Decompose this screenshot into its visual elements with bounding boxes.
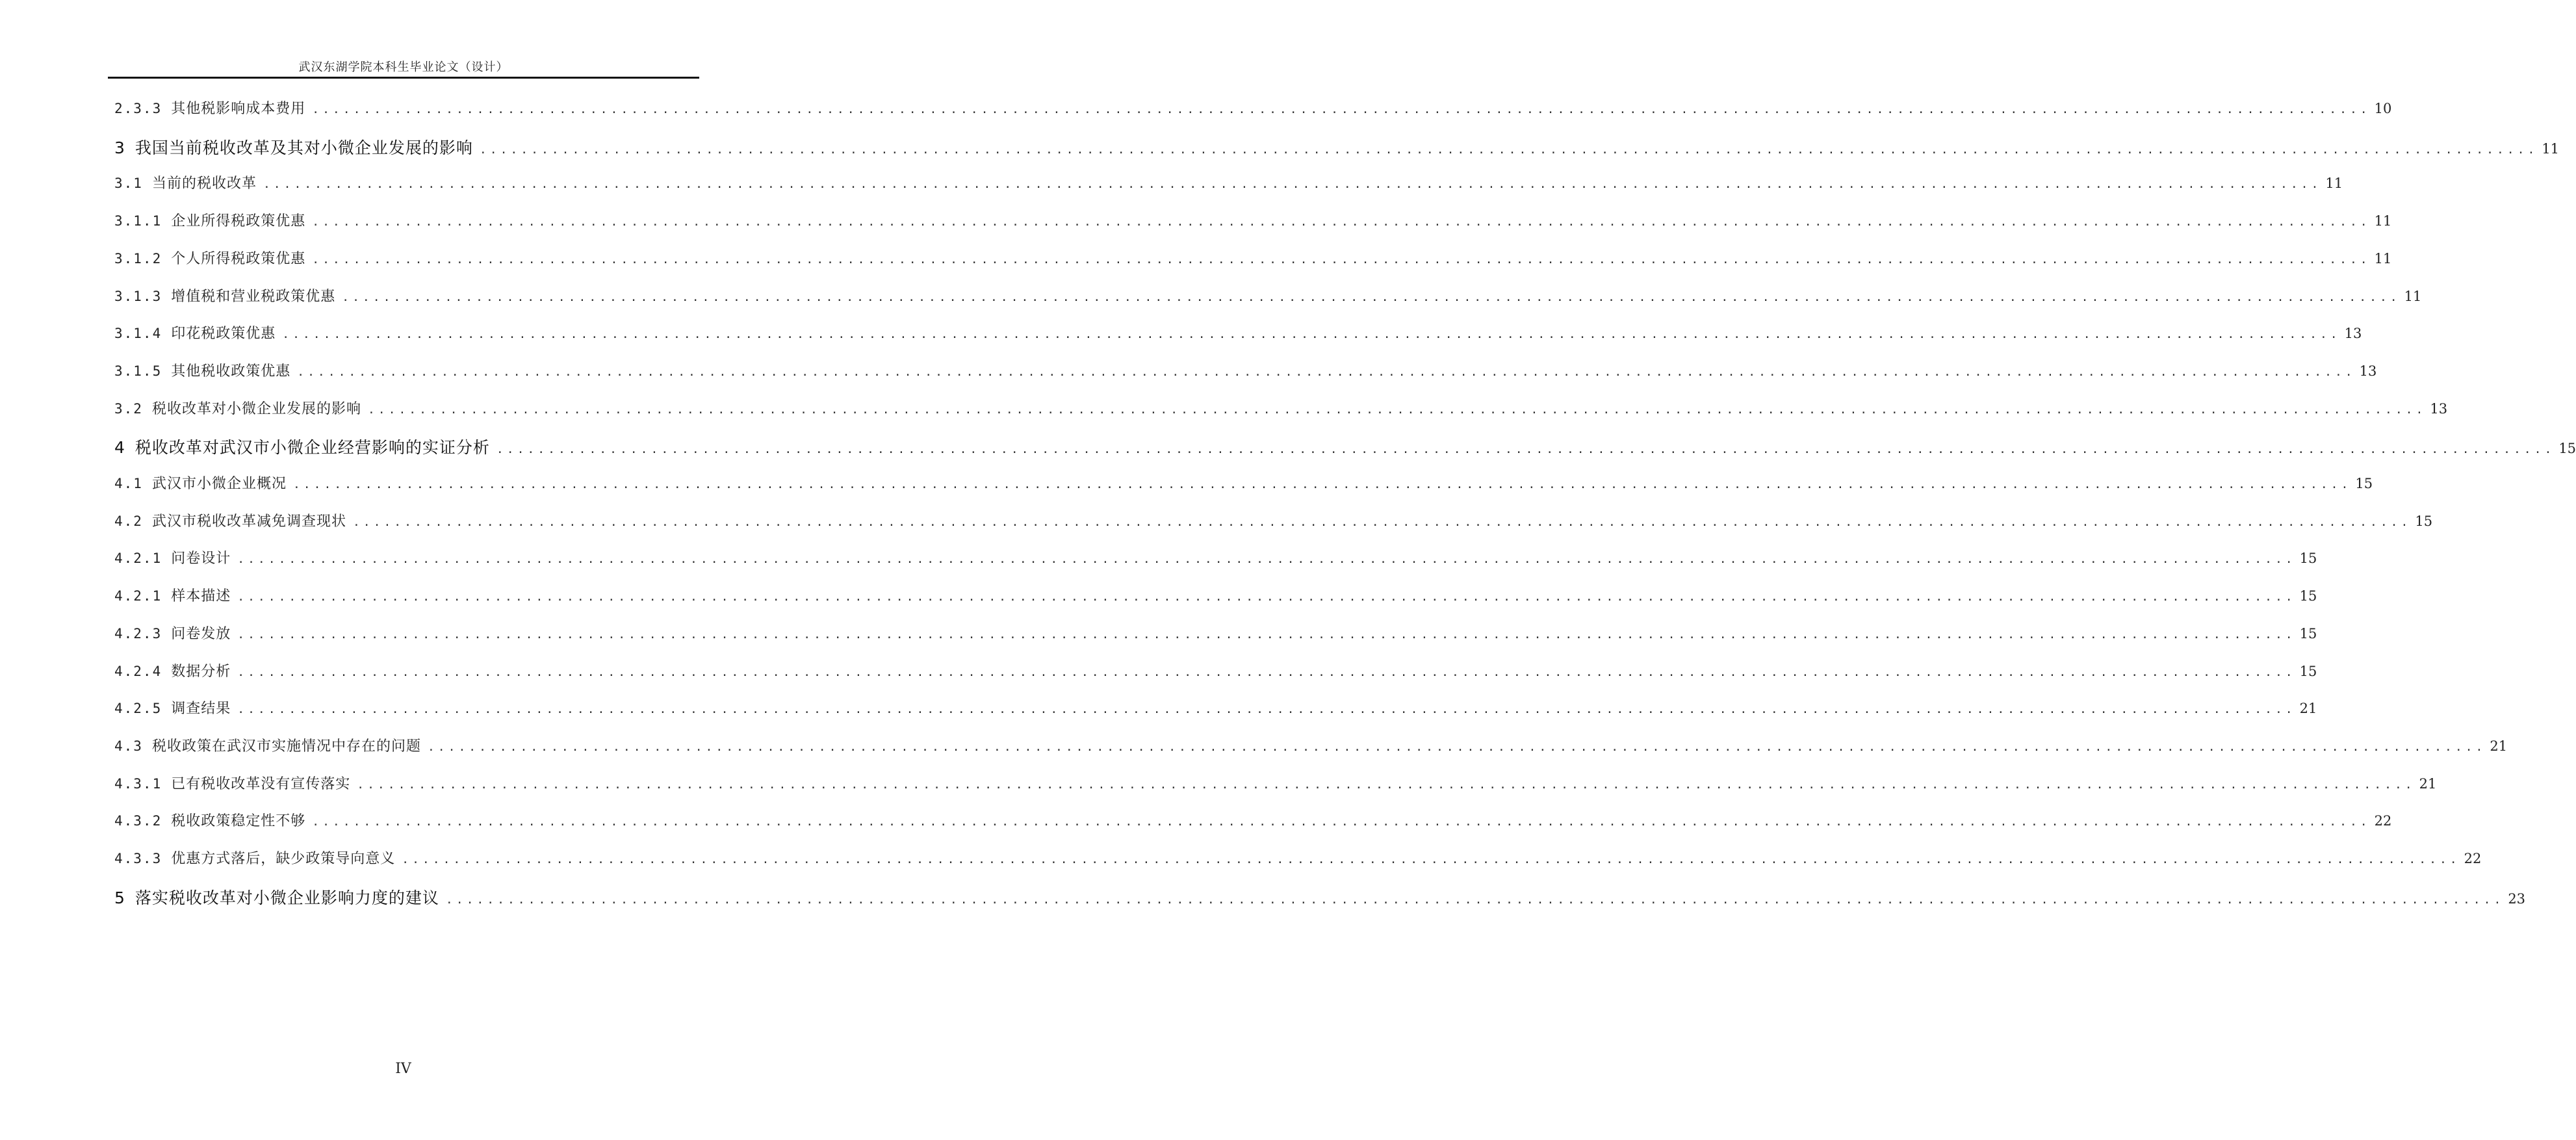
toc-entry-title: 已有税收改革没有宣传落实 — [171, 776, 351, 792]
toc-entry[interactable] — [114, 510, 2433, 536]
toc-entry-title: 其他税影响成本费用 — [171, 101, 306, 117]
toc-entry-title: 税收改革对武汉市小微企业经营影响的实证分析 — [135, 438, 490, 457]
toc-entry-number: 4.2.5 — [114, 701, 162, 716]
toc-entry-title: 问卷设计 — [171, 551, 231, 567]
toc-entry-number: 3.1.4 — [114, 326, 162, 341]
toc-entry-number: 3.1.5 — [114, 363, 162, 379]
toc-chapter-entry[interactable] — [114, 435, 2576, 461]
toc-dot-leader: ........................................................................................................................................................................................................ — [292, 478, 2352, 491]
toc-entry-title: 税收政策在武汉市实施情况中存在的问题 — [151, 738, 421, 755]
toc-entry[interactable] — [114, 697, 2317, 723]
toc-entry-title: 落实税收改革对小微企业影响力度的建议 — [135, 888, 439, 907]
toc-entry-title: 增值税和营业税政策优惠 — [171, 289, 336, 305]
toc-entry-title: 数据分析 — [171, 664, 231, 680]
toc-entry-page: 15 — [2355, 476, 2373, 491]
toc-entry-number: 3.1.1 — [114, 213, 162, 229]
toc-entry-page: 11 — [2374, 213, 2392, 229]
toc-dot-leader: ........................................................................................................................................................................................................ — [237, 666, 2296, 679]
toc-entry[interactable] — [114, 810, 2392, 836]
toc-entry-number: 3.2 — [114, 401, 143, 417]
toc-entry-number: 3 — [114, 138, 125, 157]
toc-entry-title: 当前的税收改革 — [151, 175, 257, 192]
toc-dot-leader: ........................................................................................................................................................................................................ — [352, 515, 2412, 529]
toc-entry[interactable] — [114, 172, 2343, 198]
toc-entry-page: 15 — [2299, 626, 2317, 641]
toc-entry-title: 税收改革对小微企业发展的影响 — [151, 401, 361, 417]
toc-entry[interactable] — [114, 735, 2508, 761]
header-rule — [108, 77, 699, 79]
toc-entry-title: 样本描述 — [171, 588, 231, 604]
toc-entry[interactable] — [114, 773, 2437, 799]
toc-entry-page: 21 — [2299, 701, 2317, 716]
toc-dot-leader: ........................................................................................................................................................................................................ — [357, 778, 2415, 792]
toc-entry-title: 税收政策稳定性不够 — [171, 813, 306, 829]
toc-entry-title: 个人所得税政策优惠 — [171, 251, 306, 267]
toc-entry-page: 11 — [2542, 141, 2560, 157]
page-number: IV — [395, 1061, 411, 1077]
toc-entry-title: 问卷发放 — [171, 626, 231, 642]
toc-dot-leader: ........................................................................................................................................................................................................ — [237, 628, 2296, 641]
toc-entry-page: 22 — [2464, 851, 2482, 866]
toc-entry-title: 印花税政策优惠 — [171, 326, 276, 342]
toc-dot-leader: ........................................................................................................................................................................................................ — [237, 552, 2296, 566]
toc-dot-leader: ........................................................................................................................................................................................................ — [496, 443, 2555, 456]
toc-entry-page: 10 — [2374, 101, 2392, 116]
toc-entry-number: 5 — [114, 888, 125, 907]
toc-entry[interactable] — [114, 547, 2317, 573]
toc-entry-page: 15 — [2299, 664, 2317, 679]
toc-entry-number: 4.2.3 — [114, 626, 162, 641]
toc-entry-page: 21 — [2490, 738, 2508, 754]
toc-entry-number: 2.3.3 — [114, 101, 162, 116]
toc-entry[interactable] — [114, 97, 2392, 123]
toc-entry[interactable] — [114, 398, 2448, 424]
toc-entry-number: 4.2.1 — [114, 551, 162, 566]
toc-entry-page: 21 — [2419, 776, 2437, 792]
toc-dot-leader: ........................................................................................................................................................................................................ — [445, 893, 2505, 907]
toc-entry-title: 武汉市税收改革减免调查现状 — [151, 513, 346, 530]
toc-entry[interactable] — [114, 360, 2377, 386]
toc-entry[interactable] — [114, 285, 2422, 311]
toc-entry-page: 11 — [2404, 289, 2422, 304]
toc-entry-number: 4.2.1 — [114, 588, 162, 604]
toc-entry-page: 13 — [2359, 363, 2377, 379]
toc-entry-number: 3.1 — [114, 175, 143, 191]
toc-entry-title: 企业所得税政策优惠 — [171, 213, 306, 229]
toc-entry-title: 我国当前税收改革及其对小微企业发展的影响 — [135, 138, 473, 157]
toc-dot-leader: ........................................................................................................................................................................................................ — [312, 815, 2371, 829]
toc-dot-leader: ........................................................................................................................................................................................................ — [312, 103, 2371, 116]
toc-entry-number: 4 — [114, 438, 125, 457]
toc-entry-page: 15 — [2558, 441, 2576, 456]
toc-dot-leader: ........................................................................................................................................................................................................ — [282, 328, 2341, 341]
toc-entry-number: 4.2 — [114, 513, 143, 529]
toc-entry-number: 4.1 — [114, 476, 143, 491]
toc-entry-page: 13 — [2344, 326, 2362, 341]
toc-dot-leader: ........................................................................................................................................................................................................ — [297, 365, 2356, 379]
toc-entry-number: 4.3.1 — [114, 776, 162, 792]
toc-entry[interactable] — [114, 660, 2317, 686]
toc-chapter-entry[interactable] — [114, 885, 2526, 911]
toc-dot-leader: ........................................................................................................................................................................................................ — [237, 703, 2296, 716]
toc-entry-number: 4.2.4 — [114, 664, 162, 679]
toc-dot-leader: ........................................................................................................................................................................................................ — [427, 740, 2486, 754]
toc-dot-leader: ........................................................................................................................................................................................................ — [367, 403, 2427, 417]
toc-entry[interactable] — [114, 210, 2392, 236]
toc-dot-leader: ........................................................................................................................................................................................................ — [402, 853, 2460, 866]
toc-dot-leader: ........................................................................................................................................................................................................ — [479, 143, 2538, 157]
toc-dot-leader: ........................................................................................................................................................................................................ — [263, 177, 2322, 191]
toc-entry-page: 15 — [2415, 513, 2433, 529]
toc-entry[interactable] — [114, 473, 2373, 499]
toc-entry-title: 优惠方式落后，缺少政策导向意义 — [171, 851, 396, 867]
toc-entry[interactable] — [114, 848, 2482, 874]
toc-dot-leader: ........................................................................................................................................................................................................ — [342, 291, 2401, 304]
toc-entry[interactable] — [114, 248, 2392, 274]
toc-entry-page: 15 — [2299, 588, 2317, 604]
toc-entry-page: 13 — [2430, 401, 2448, 417]
toc-entry-title: 其他税收政策优惠 — [171, 363, 291, 380]
toc-entry-title: 武汉市小微企业概况 — [151, 476, 287, 492]
toc-entry-page: 11 — [2374, 251, 2392, 266]
toc-entry-number: 4.3 — [114, 738, 143, 754]
toc-dot-leader: ........................................................................................................................................................................................................ — [312, 253, 2371, 266]
toc-entry[interactable] — [114, 623, 2317, 649]
toc-entry-number: 4.3.2 — [114, 813, 162, 829]
toc-entry[interactable] — [114, 322, 2362, 348]
toc-entry-number: 4.3.3 — [114, 851, 162, 866]
toc-entry-number: 3.1.3 — [114, 289, 162, 304]
toc-chapter-entry[interactable] — [114, 135, 2560, 161]
toc-entry-number: 3.1.2 — [114, 251, 162, 266]
toc-entry[interactable] — [114, 585, 2317, 611]
toc-entry-page: 11 — [2325, 175, 2343, 191]
toc-dot-leader: ........................................................................................................................................................................................................ — [237, 590, 2296, 604]
running-header: 武汉东湖学院本科生毕业论文（设计） — [298, 60, 509, 74]
toc-entry-page: 23 — [2508, 891, 2526, 907]
toc-entry-title: 调查结果 — [171, 701, 231, 717]
toc-dot-leader: ........................................................................................................................................................................................................ — [312, 215, 2371, 229]
toc-entry-page: 22 — [2374, 813, 2392, 829]
toc-entry-page: 15 — [2299, 551, 2317, 566]
